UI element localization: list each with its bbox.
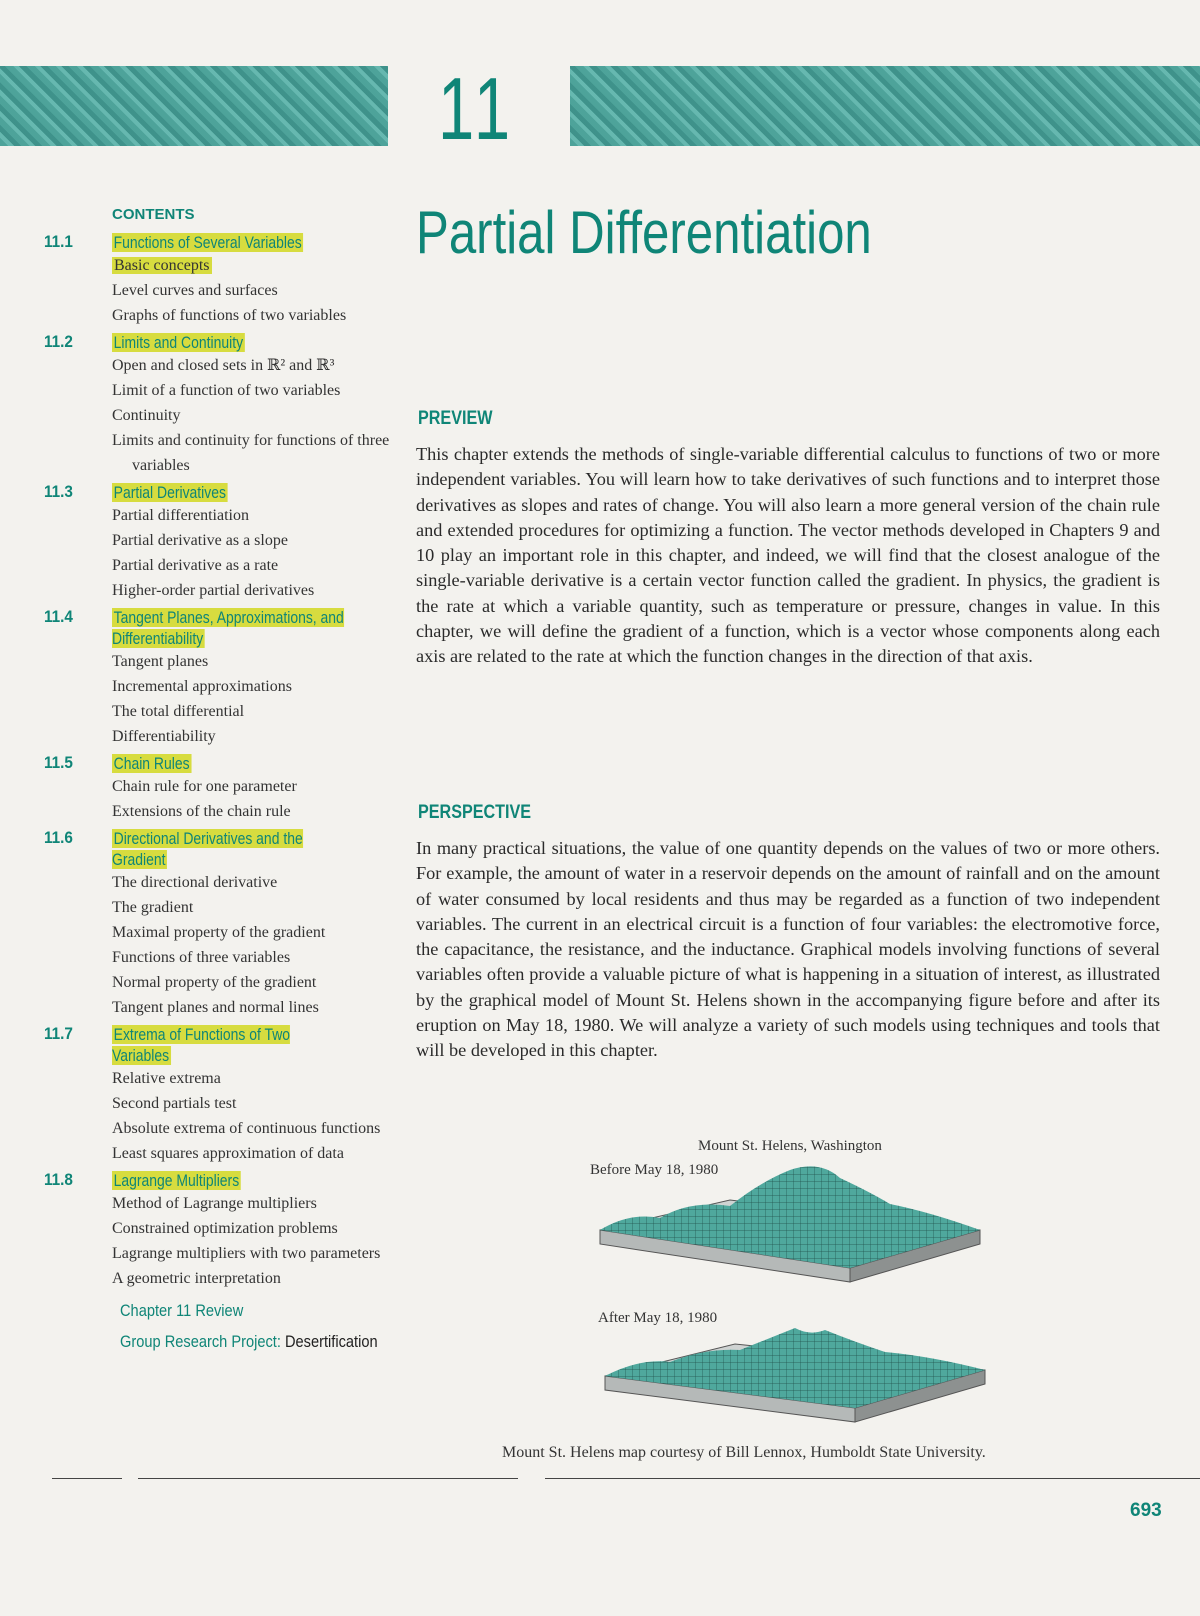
toc-subsection: Partial derivative as a rate: [112, 557, 279, 574]
toc-subsection: Constrained optimization problems: [112, 1220, 338, 1237]
preview-text: This chapter extends the methods of single-variable differential calculus to functions of two or more independent variables. You will learn how to take derivatives of such functions and to interpret those derivatives as slopes and rates of change. You will also learn a more general version of the chain rule and extended procedures for optimizing a function. The vector methods developed in Chapters 9 and 10 play an important role in this chapter, and indeed, we will find that the closest analogue of the single-variable derivative is a certain vector function called the gradient. In physics, the gradient is the rate at which a variable quantity, such as temperature or pressure, changes in value. In this chapter, we will define the gradient of a function, which is a vector whose components along each axis are related to the rate at which the function changes in the direction of that axis.: [416, 444, 1160, 667]
mount-st-helens-figure: [590, 1130, 1010, 1460]
toc-subsection: Limits and continuity for functions of three variables: [112, 432, 390, 474]
group-project-line: [120, 1326, 378, 1357]
toc-section: [44, 607, 404, 749]
toc-section: [44, 482, 404, 603]
toc-section: [44, 753, 404, 824]
toc-subsection: Extensions of the chain rule: [112, 803, 291, 820]
header-band-right: [570, 66, 1200, 146]
terrain-before: [590, 1160, 1010, 1300]
toc-subsection-label: Basic concepts: [114, 257, 210, 274]
toc-subsection: Tangent planes and normal lines: [112, 999, 319, 1016]
toc-subsection: Lagrange multipliers with two parameters: [112, 1245, 381, 1262]
toc-section-number: 11.4: [44, 607, 73, 626]
toc-section-number: 11.1: [44, 232, 73, 251]
toc-subsection: Limit of a function of two variables: [112, 382, 341, 399]
toc-subsection: Second partials test: [112, 1095, 237, 1112]
toc-subsection: Chain rule for one parameter: [112, 778, 297, 795]
perspective-heading: PERSPECTIVE: [418, 802, 532, 823]
toc-section-title[interactable]: Limits and Continuity: [113, 333, 244, 352]
toc-section-number: 11.2: [44, 332, 73, 351]
perspective-text: In many practical situations, the value of one quantity depends on the values of two or more others. For example, the amount of water in a reservoir depends on the amount of rainfall and on the amount of water consumed by local residents and thus may be regarded as a function of two independent variables. The current in an electrical circuit is a function of four variables: the electromotive force, the capacitance, the resistance, and the inductance. Graphical models involving functions of several variables often provide a valuable picture of what is happening in a situation of interest, as illustrated by the graphical model of Mount St. Helens shown in the accompanying figure before and after its eruption on May 18, 1980. We will analyze a variety of such models using techniques and tools that will be developed in this chapter.: [416, 838, 1160, 1061]
toc-subsection: The total differential: [112, 703, 245, 720]
toc-subsection: Level curves and surfaces: [112, 282, 278, 299]
toc-section-number: 11.7: [44, 1024, 73, 1043]
toc-subsection: Open and closed sets in ℝ² and ℝ³: [112, 357, 335, 374]
toc-section: [44, 1170, 404, 1291]
chapter-title: Partial Differentiation: [416, 199, 872, 266]
terrain-after: [590, 1306, 1010, 1446]
footer-rule-1: [52, 1478, 122, 1479]
toc-section-title[interactable]: Tangent Planes, Approximations, and Differentiability: [112, 608, 344, 648]
table-of-contents: [44, 232, 404, 1357]
toc-subsection: Partial differentiation: [112, 507, 249, 524]
toc-subsection: Normal property of the gradient: [112, 974, 317, 991]
toc-subsection: Graphs of functions of two variables: [112, 307, 347, 324]
toc-section: [44, 232, 404, 328]
before-label: Before May 18, 1980: [590, 1162, 719, 1178]
toc-section: [44, 1024, 404, 1166]
toc-subsection: Differentiability: [112, 728, 216, 745]
toc-subsection: [112, 253, 404, 278]
toc-subsection: Functions of three variables: [112, 949, 291, 966]
toc-section-title[interactable]: Extrema of Functions of Two Variables: [112, 1025, 291, 1065]
toc-section: [44, 332, 404, 478]
toc-section-title[interactable]: Lagrange Multipliers: [113, 1171, 240, 1190]
footer-rule-2: [138, 1478, 518, 1479]
preview-heading: PREVIEW: [418, 408, 493, 429]
toc-section-number: 11.3: [44, 482, 73, 501]
toc-subsection: The gradient: [112, 899, 194, 916]
toc-section-number: 11.5: [44, 753, 73, 772]
toc-subsection: Absolute extrema of continuous functions: [112, 1120, 381, 1137]
toc-section-title[interactable]: Directional Derivatives and the Gradient: [112, 829, 303, 869]
after-label: After May 18, 1980: [598, 1310, 718, 1326]
page-number: 693: [1130, 1500, 1162, 1521]
figure-title: Mount St. Helens, Washington: [698, 1138, 882, 1154]
toc-subsection: Maximal property of the gradient: [112, 924, 326, 941]
footer-rule-3: [545, 1478, 1200, 1479]
toc-section: [44, 828, 404, 1020]
toc-subsection: Tangent planes: [112, 653, 209, 670]
toc-section-title[interactable]: Chain Rules: [113, 754, 190, 773]
toc-subsection: Continuity: [112, 407, 181, 424]
toc-section-number: 11.8: [44, 1170, 73, 1189]
chapter-number: 11: [438, 59, 515, 158]
group-project-name: Desertification: [284, 1332, 378, 1351]
group-project-label: Group Research Project:: [120, 1332, 281, 1351]
toc-subsection: Partial derivative as a slope: [112, 532, 288, 549]
figure-credit: Mount St. Helens map courtesy of Bill Lennox, Humboldt State University.: [502, 1444, 986, 1461]
toc-subsection: Relative extrema: [112, 1070, 221, 1087]
toc-section-title[interactable]: Partial Derivatives: [113, 483, 226, 502]
toc-section-title[interactable]: Functions of Several Variables: [113, 233, 302, 252]
toc-subsection: Method of Lagrange multipliers: [112, 1195, 317, 1212]
toc-subsection: Least squares approximation of data: [112, 1145, 344, 1162]
toc-section-number: 11.6: [44, 828, 73, 847]
contents-heading: CONTENTS: [112, 206, 195, 223]
chapter-review-link: Chapter 11 Review: [120, 1301, 244, 1320]
toc-subsection: The directional derivative: [112, 874, 278, 891]
toc-subsection: Incremental approximations: [112, 678, 292, 695]
toc-subsection: A geometric interpretation: [112, 1270, 281, 1287]
header-band-left: [0, 66, 388, 146]
toc-subsection: Higher-order partial derivatives: [112, 582, 315, 599]
